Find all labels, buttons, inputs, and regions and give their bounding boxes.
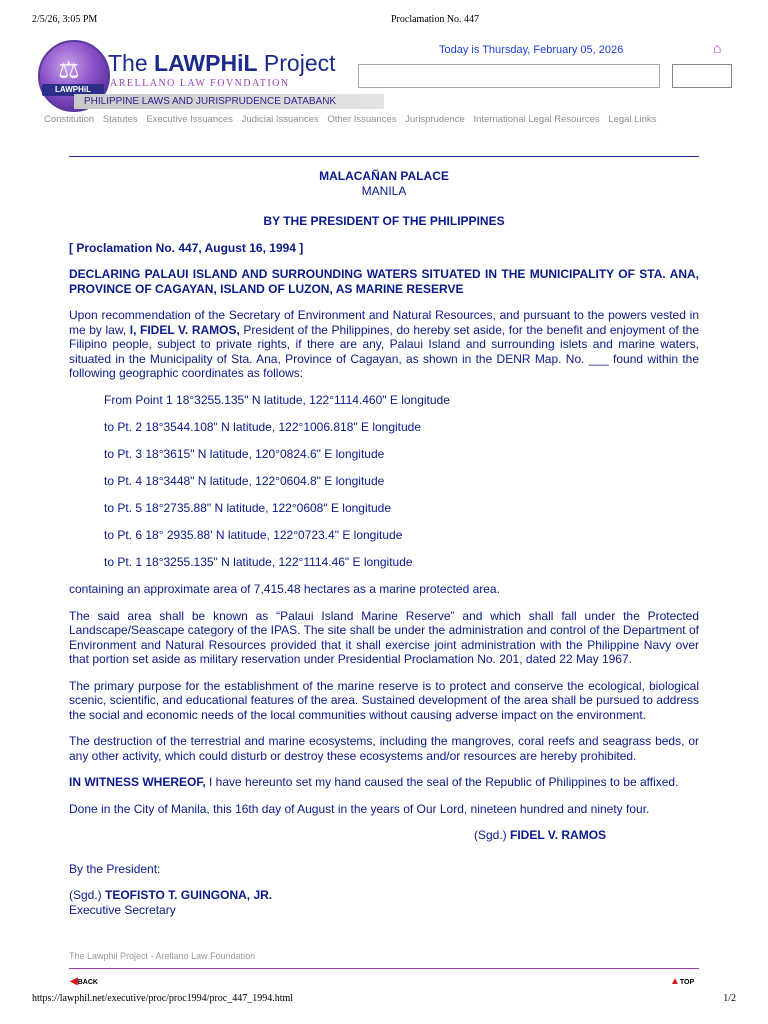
scales-icon: ⚖ <box>58 56 80 84</box>
today-date: Today is Thursday, February 05, 2026 <box>439 44 624 56</box>
nav-other-issuances[interactable]: Other Issuances <box>327 114 397 125</box>
witness-statement: IN WITNESS WHEREOF, I have hereunto set my hand caused the seal of the Republic of Philippines to be affixed. <box>69 775 679 789</box>
coordinate-item: to Pt. 2 18°3544.108" N latitude, 122°1006.818" E longitude <box>104 419 422 434</box>
coordinate-item: From Point 1 18°3255.135" N latitude, 122°1114.460" E longitude <box>104 392 450 407</box>
nav-constitution[interactable]: Constitution <box>44 114 95 125</box>
president-signature: (Sgd.) FIDEL V. RAMOS <box>474 828 607 842</box>
search-button[interactable] <box>672 64 732 88</box>
header-divider <box>69 156 699 157</box>
back-arrow-icon: ◀ <box>70 976 78 987</box>
nav-statutes[interactable]: Statutes <box>102 114 138 125</box>
area-statement: containing an approximate area of 7,415.48 hectares as a marine protected area. <box>69 582 500 596</box>
footer-credit: The Lawphil Project - Arellano Law Foundation <box>69 951 256 961</box>
site-brand: The LAWPHiL Project <box>108 50 336 76</box>
secretary-title: Executive Secretary <box>69 902 176 917</box>
seal-label: LAWPHiL <box>42 84 104 96</box>
databank-banner: PHILIPPINE LAWS AND JURISPRUDENCE DATABANK <box>74 94 384 109</box>
main-nav <box>44 114 662 125</box>
coordinate-item: to Pt. 5 18°2735.88" N latitude, 122°0608" E longitude <box>104 500 391 515</box>
print-page-number: 1/2 <box>723 993 736 1004</box>
footer-divider <box>69 968 699 969</box>
proclamation-number: [ Proclamation No. 447, August 16, 1994 ] <box>69 240 304 255</box>
done-statement: Done in the City of Manila, this 16th day of August in the years of Our Lord, nineteen hundred and ninety four. <box>69 801 650 816</box>
nav-judicial-issuances[interactable]: Judicial Issuances <box>241 114 319 125</box>
search-input[interactable] <box>358 64 660 88</box>
palace-heading: MALACAÑAN PALACE <box>319 169 449 183</box>
city-heading: MANILA <box>361 183 407 198</box>
coordinates-list <box>69 393 699 570</box>
by-the-president: By the President: <box>69 861 161 876</box>
paragraph-3: The primary purpose for the establishment of the marine reserve is to protect and conserve the ecological, biological scenic, scientific, and educational features of the area. Sustained development of the area shall be pursued to address the social and economic needs of the local communities without causing adverse impact on the environment. <box>69 678 699 722</box>
print-url: https://lawphil.net/executive/proc/proc1994/proc_447_1994.html <box>32 993 294 1004</box>
site-subtitle: ARELLANO LAW FOVNDATION <box>110 78 290 89</box>
coordinate-item: to Pt. 1 18°3255.135" N latitude, 122°1114.46" E longitude <box>104 554 413 569</box>
paragraph-2: The said area shall be known as “Palaui Island Marine Reserve” and which shall fall under the Protected Landscape/Seascape category of the IPAS. The site shall be under the administration and control of the Department of Environment and Natural Resources provided that it shall exercise joint administration with the Philippine Navy over that portion set aside as military reservation under Presidential Proclamation No. 201, dated 22 May 1967. <box>69 608 699 666</box>
coordinate-item: to Pt. 3 18°3615" N latitude, 120°0824.6" E longitude <box>104 446 385 461</box>
back-link[interactable]: ◀BACK <box>70 976 98 987</box>
site-logo[interactable] <box>38 40 358 114</box>
coordinate-item: to Pt. 4 18°3448" N latitude, 122°0604.8" E longitude <box>104 473 385 488</box>
print-datetime: 2/5/26, 3:05 PM <box>32 14 98 25</box>
secretary-signature: (Sgd.) TEOFISTO T. GUINGONA, JR. <box>69 888 273 902</box>
top-link[interactable]: ▲TOP <box>670 976 695 987</box>
up-arrow-icon: ▲ <box>670 976 680 987</box>
home-icon[interactable]: ⌂ <box>713 40 722 56</box>
nav-legal-links[interactable]: Legal Links <box>608 114 657 125</box>
nav-international-legal-resources[interactable]: International Legal Resources <box>473 114 600 125</box>
print-title: Proclamation No. 447 <box>391 14 480 25</box>
paragraph-1: Upon recommendation of the Secretary of Environment and Natural Resources, and pursuant to the powers vested in me by law, I, FIDEL V. RAMOS, President of the Philippines, do hereby set aside, for the benefit and enjoyment of the Filipino people, subject to private rights, if there are any, Palaui Island and surrounding islets and marine waters, situated in the Municipality of Sta. Ana, Province of Cagayan, as shown in the DENR Map. No. ___ found within the following geographic coordinates as follows: <box>69 308 700 380</box>
nav-executive-issuances[interactable]: Executive Issuances <box>146 114 233 125</box>
proclamation-title: DECLARING PALAUI ISLAND AND SURROUNDING WATERS SITUATED IN THE MUNICIPALITY OF STA. ANA, PROVINCE OF CAGAYAN, ISLAND OF LUZON, AS MARINE RESERVE <box>69 267 699 296</box>
president-heading: BY THE PRESIDENT OF THE PHILIPPINES <box>263 214 505 228</box>
nav-jurisprudence[interactable]: Jurisprudence <box>405 114 465 125</box>
document-body <box>69 169 699 917</box>
coordinate-item: to Pt. 6 18° 2935.88' N latitude, 122°0723.4" E longitude <box>104 527 403 542</box>
paragraph-4: The destruction of the terrestrial and marine ecosystems, including the mangroves, coral reefs and seagrass beds, or any other activity, which could disturb or destroy these ecosystems and/or resources are hereby prohibited. <box>69 734 699 763</box>
